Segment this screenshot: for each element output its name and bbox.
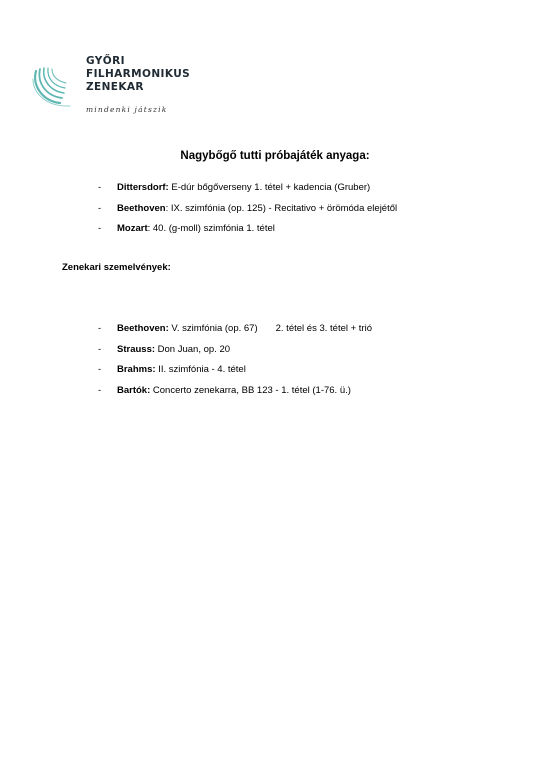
work-description: II. szimfónia - 4. tétel (155, 364, 246, 375)
composer-name: Mozart (117, 223, 148, 234)
list-item-text (117, 364, 246, 376)
logo-line-3: ZENEKAR (86, 81, 144, 93)
logo-line-1: GYŐRI (86, 55, 125, 67)
logo-line-2: FILHARMONIKUS (86, 68, 191, 80)
list-bullet: - (98, 223, 102, 234)
work-description: : 40. (g-moll) szimfónia 1. tétel (147, 223, 275, 234)
list-bullet: - (98, 202, 102, 214)
work-description: Concerto zenekarra, BB 123 - 1. tétel (1-76. ü.) (150, 384, 351, 396)
composer-name: Beethoven: (117, 323, 169, 334)
logo-wordmark (86, 55, 190, 94)
work-description: : IX. szimfónia (op. 125) - Recitativo + örömóda elejétől (165, 202, 398, 214)
list-bullet: - (98, 182, 102, 193)
composer-name: Strauss: (117, 343, 156, 355)
work-description: E-dúr bőgőverseny 1. tétel + kadencia (Gruber) (168, 182, 371, 193)
list-bullet: - (98, 364, 102, 375)
list-bullet: - (98, 384, 102, 396)
composer-name: Dittersdorf: (117, 182, 169, 193)
work-description: V. szimfónia (op. 67) (168, 323, 258, 334)
list-item-text (117, 385, 351, 397)
composer-name: Brahms: (117, 364, 156, 375)
logo-tagline: mindenki játszik (86, 105, 168, 114)
list-item-text (117, 344, 230, 356)
list-item-text (117, 323, 372, 335)
list-bullet: - (98, 323, 102, 334)
work-movements: 2. tétel és 3. tétel + trió (275, 323, 372, 334)
orchestra-logo (30, 55, 210, 125)
list-item-text (117, 223, 275, 235)
list-item-text (117, 203, 397, 215)
composer-name: Bartók: (117, 384, 151, 396)
document-title: Nagybőgő tutti próbajáték anyaga: (180, 150, 370, 162)
list-item-text (117, 182, 370, 194)
swirl-logo-icon (30, 59, 82, 109)
list-bullet: - (98, 343, 102, 355)
composer-name: Beethoven (117, 202, 166, 214)
work-description: Don Juan, op. 20 (155, 343, 231, 355)
section-heading: Zenekari szemelvények: (62, 262, 171, 273)
